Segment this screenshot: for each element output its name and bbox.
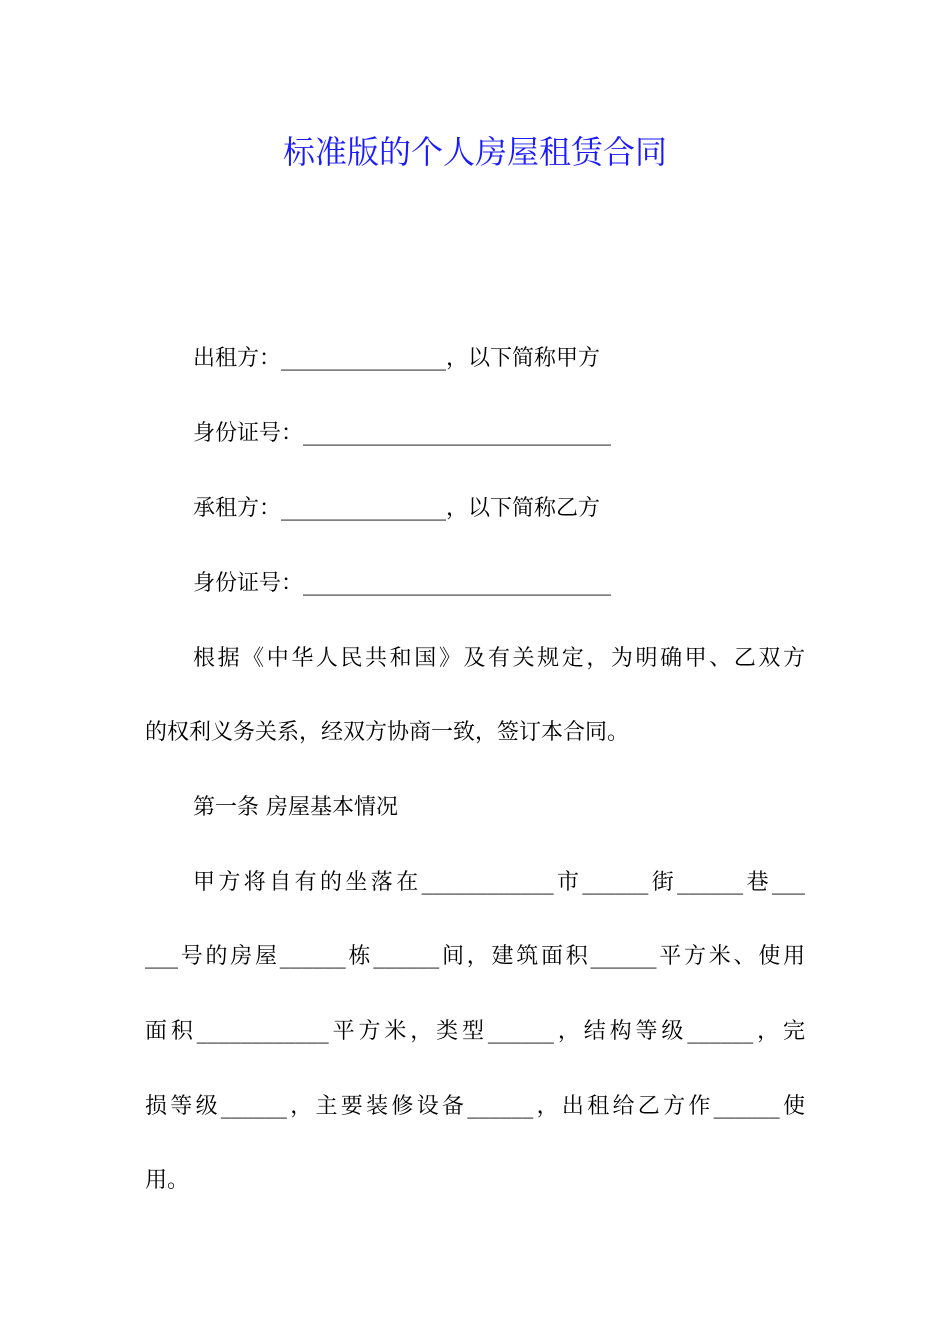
document-title: 标准版的个人房屋租赁合同 xyxy=(282,133,667,171)
lessor-id-line: 身份证号：____________________________ xyxy=(193,421,612,446)
article-one-line-3: 面积____________平方米，类型______，结构等级______，完 xyxy=(145,1019,805,1044)
lessee-id-line: 身份证号：____________________________ xyxy=(193,571,612,596)
article-one-line-5: 用。 xyxy=(145,1168,190,1193)
lessee-line: 承租方：_______________，以下简称乙方 xyxy=(193,496,601,521)
article-one-line-2: ___号的房屋______栋______间，建筑面积______平方米、使用 xyxy=(145,944,805,969)
preamble-line-2: 的权利义务关系，经双方协商一致，签订本合同。 xyxy=(145,720,630,745)
lessor-line: 出租方：_______________，以下简称甲方 xyxy=(193,346,601,371)
preamble-line-1: 根据《中华人民共和国》及有关规定，为明确甲、乙双方 xyxy=(193,646,805,671)
article-one-line-1: 甲方将自有的坐落在____________市______街______巷___ xyxy=(193,870,805,895)
article-one-line-4: 损等级______，主要装修设备______，出租给乙方作______使 xyxy=(145,1094,805,1119)
article-one-heading: 第一条 房屋基本情况 xyxy=(193,795,398,820)
